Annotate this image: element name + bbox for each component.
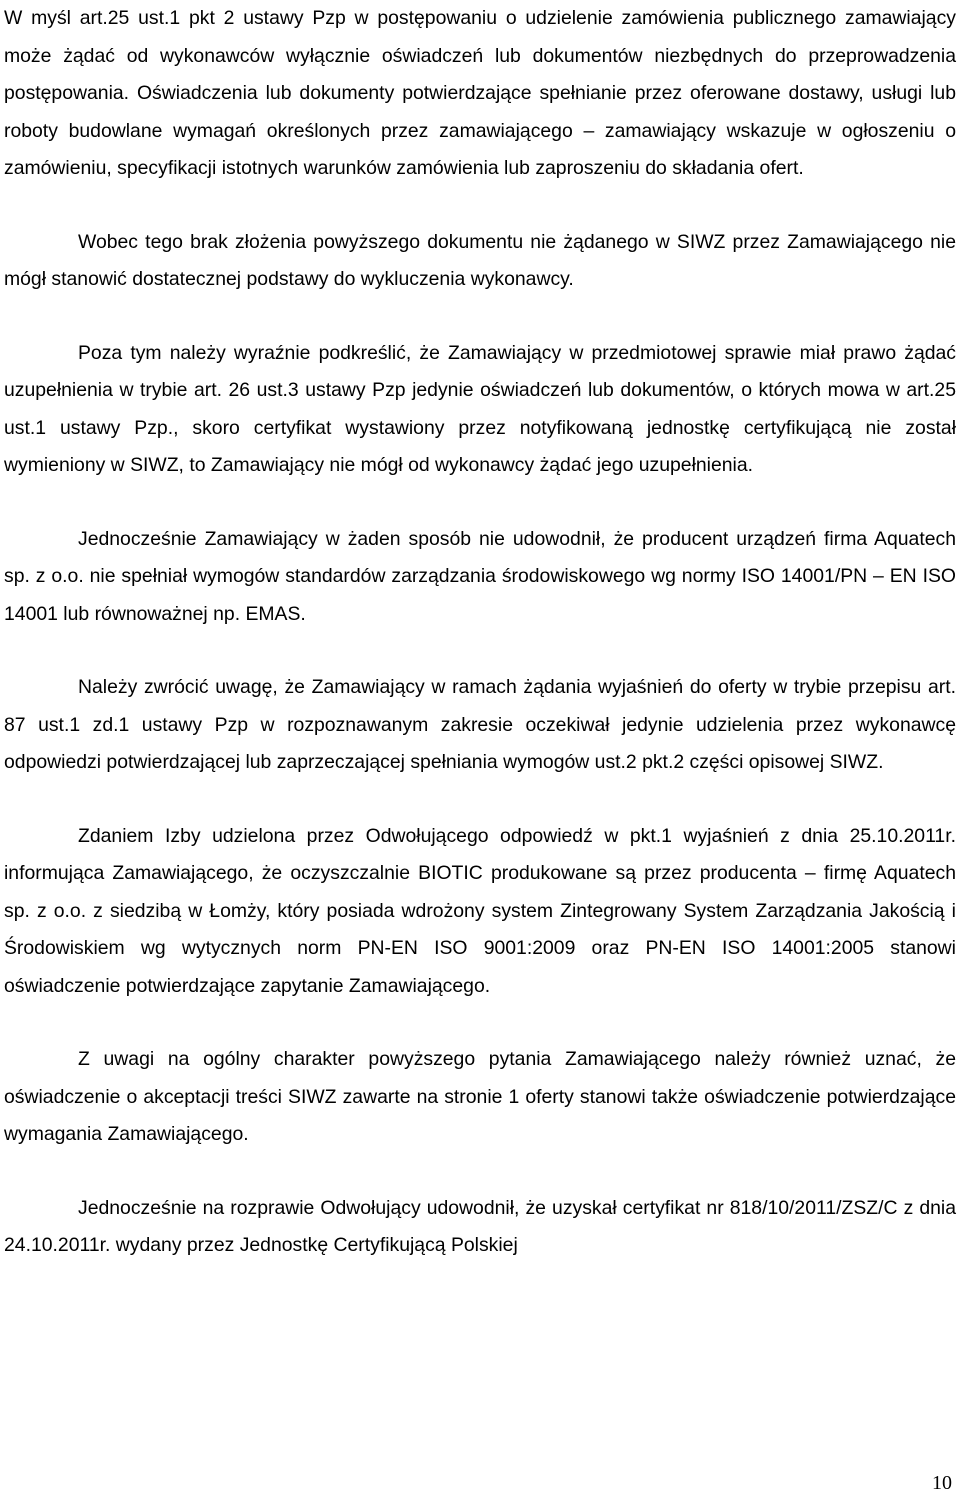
paragraph-2: Wobec tego brak złożenia powyższego dokumentu nie żądanego w SIWZ przez Zamawiającego nie mógł stanowić dostatecznej podstawy do wykluczenia wykonawcy.: [4, 230, 956, 290]
paragraph-gap: [4, 485, 956, 521]
paragraph-1: W myśl art.25 ust.1 pkt 2 ustawy Pzp w postępowaniu o udzielenie zamówienia publicznego zamawiający może żądać od wykonawców wyłącznie oświadczeń lub dokumentów niezbędnych do przeprowadzenia postępowania. Oświadczenia lub dokumenty potwierdzające spełnianie przez oferowane dostawy, usługi lub roboty budowlane wymagań określonych przez zamawiającego – zamawiający wskazuje w ogłoszeniu o zamówieniu, specyfikacji istotnych warunków zamówienia lub zaproszeniu do składania ofert.: [4, 7, 956, 179]
paragraph-5: Należy zwrócić uwagę, że Zamawiający w ramach żądania wyjaśnień do oferty w trybie przepisu art. 87 ust.1 zd.1 ustawy Pzp w rozpoznawanym zakresie oczekiwał jedynie udzielenia przez wykonawcę odpowiedzi potwierdzającej lub zaprzeczającej spełniania wymogów ust.2 pkt.2 części opisowej SIWZ.: [4, 676, 956, 773]
paragraph-8: Jednocześnie na rozprawie Odwołujący udowodnił, że uzyskał certyfikat nr 818/10/2011/ZSZ/C z dnia 24.10.2011r. wydany przez Jednostkę Certyfikującą Polskiej: [4, 1196, 956, 1256]
document-page: [4, 0, 956, 1265]
paragraph-gap: [4, 188, 956, 224]
paragraph-gap: [4, 782, 956, 818]
paragraph-gap: [4, 633, 956, 669]
paragraph-gap: [4, 1154, 956, 1190]
paragraph-6: Zdaniem Izby udzielona przez Odwołującego odpowiedź w pkt.1 wyjaśnień z dnia 25.10.2011r. informująca Zamawiającego, że oczyszczalnie BIOTIC produkowane są przez producenta – firmę Aquatech sp. z o.o. z siedzibą w Łomży, który posiada wdrożony system Zintegrowany System Zarządzania Jakością i Środowiskiem wg wytycznych norm PN-EN ISO 9001:2009 oraz PN-EN ISO 14001:2005 stanowi oświadczenie potwierdzające zapytanie Zamawiającego.: [4, 824, 956, 997]
paragraph-gap: [4, 299, 956, 335]
page-number: 10: [932, 1472, 952, 1494]
paragraph-7: Z uwagi na ogólny charakter powyższego pytania Zamawiającego należy również uznać, że oświadczenie o akceptacji treści SIWZ zawarte na stronie 1 oferty stanowi także oświadczenie potwierdzające wymagania Zamawiającego.: [4, 1048, 956, 1145]
paragraph-4: Jednocześnie Zamawiający w żaden sposób nie udowodnił, że producent urządzeń firma Aquatech sp. z o.o. nie spełniał wymogów standardów zarządzania środowiskowego wg normy ISO 14001/PN – EN ISO 14001 lub równoważnej np. EMAS.: [4, 527, 956, 625]
paragraph-3: Poza tym należy wyraźnie podkreślić, że Zamawiający w przedmiotowej sprawie miał prawo żądać uzupełnienia w trybie art. 26 ust.3 ustawy Pzp jedynie oświadczeń lub dokumentów, o których mowa w art.25 ust.1 ustawy Pzp., skoro certyfikat wystawiony przez notyfikowaną jednostkę certyfikującą nie został wymieniony w SIWZ, to Zamawiający nie mógł od wykonawcy żądać jego uzupełnienia.: [4, 341, 956, 476]
paragraph-gap: [4, 1005, 956, 1041]
